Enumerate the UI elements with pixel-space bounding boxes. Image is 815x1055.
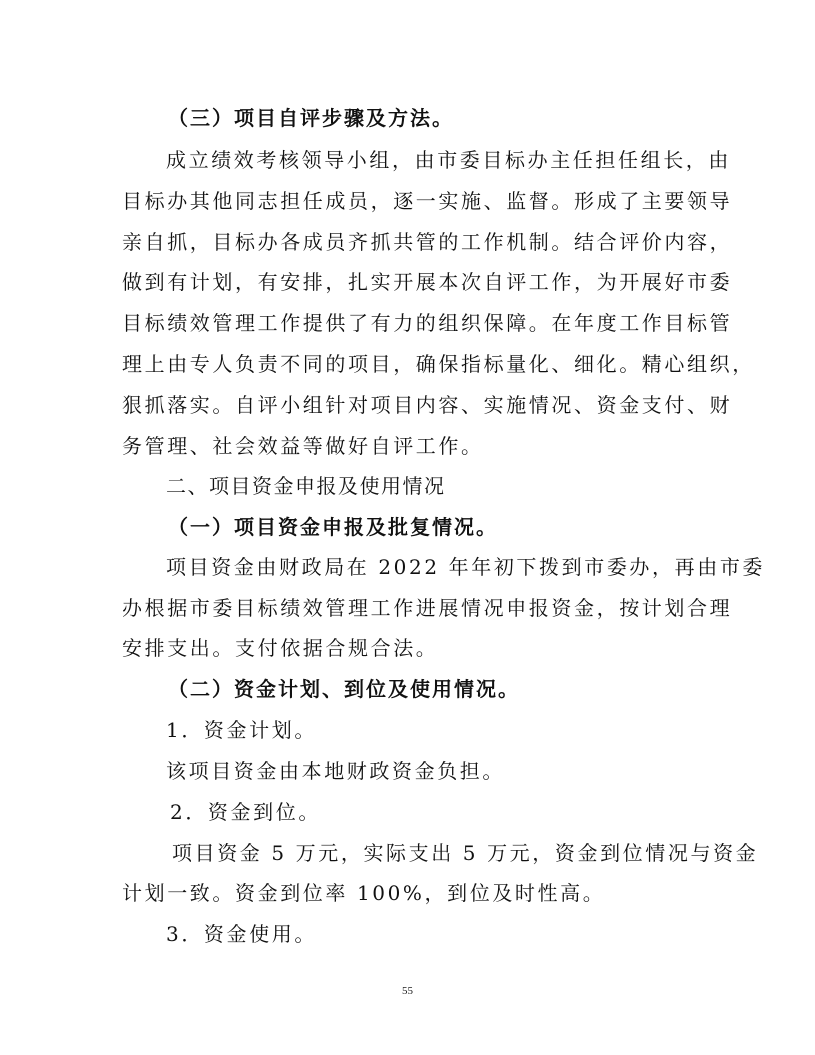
paragraph-line-14: 计划一致。资金到位率 100%，到位及时性高。 bbox=[122, 881, 606, 905]
paragraph-line-2: 目标办其他同志担任成员，逐一实施、监督。形成了主要领导 bbox=[122, 189, 733, 213]
paragraph-line-5: 目标绩效管理工作提供了有力的组织保障。在年度工作目标管 bbox=[122, 311, 733, 335]
section-heading-fund-application-usage: 二、项目资金申报及使用情况 bbox=[166, 474, 446, 498]
paragraph-line-13: 项目资金 5 万元，实际支出 5 万元，资金到位情况与资金 bbox=[172, 841, 759, 865]
paragraph-line-3: 亲自抓，目标办各成员齐抓共管的工作机制。结合评价内容， bbox=[122, 230, 733, 254]
paragraph-line-11: 安排支出。支付依据合规合法。 bbox=[122, 636, 439, 660]
paragraph-line-6: 理上由专人负责不同的项目，确保指标量化、细化。精心组织， bbox=[122, 352, 755, 376]
paragraph-line-1: 成立绩效考核领导小组，由市委目标办主任担任组长，由 bbox=[166, 148, 731, 172]
paragraph-line-9: 项目资金由财政局在 2022 年年初下拨到市委办，再由市委 bbox=[166, 555, 766, 579]
paragraph-line-7: 狠抓落实。自评小组针对项目内容、实施情况、资金支付、财 bbox=[122, 393, 733, 417]
subsection-heading-fund-application-approval: （一）项目资金申报及批复情况。 bbox=[168, 515, 498, 539]
paragraph-line-4: 做到有计划，有安排，扎实开展本次自评工作，为开展好市委 bbox=[122, 270, 733, 294]
paragraph-line-8: 务管理、社会效益等做好自评工作。 bbox=[122, 434, 484, 458]
subsection-heading-fund-plan-arrival-usage: （二）资金计划、到位及使用情况。 bbox=[168, 677, 520, 701]
list-item-fund-arrival: 2．资金到位。 bbox=[170, 800, 321, 824]
list-item-fund-usage: 3．资金使用。 bbox=[166, 922, 317, 946]
page-number: 55 bbox=[402, 985, 413, 997]
section-heading-self-evaluation-steps: （三）项目自评步骤及方法。 bbox=[168, 106, 454, 130]
paragraph-line-10: 办根据市委目标绩效管理工作进展情况申报资金，按计划合理 bbox=[122, 596, 733, 620]
paragraph-line-12: 该项目资金由本地财政资金负担。 bbox=[166, 759, 505, 783]
list-item-fund-plan: 1．资金计划。 bbox=[166, 718, 317, 742]
